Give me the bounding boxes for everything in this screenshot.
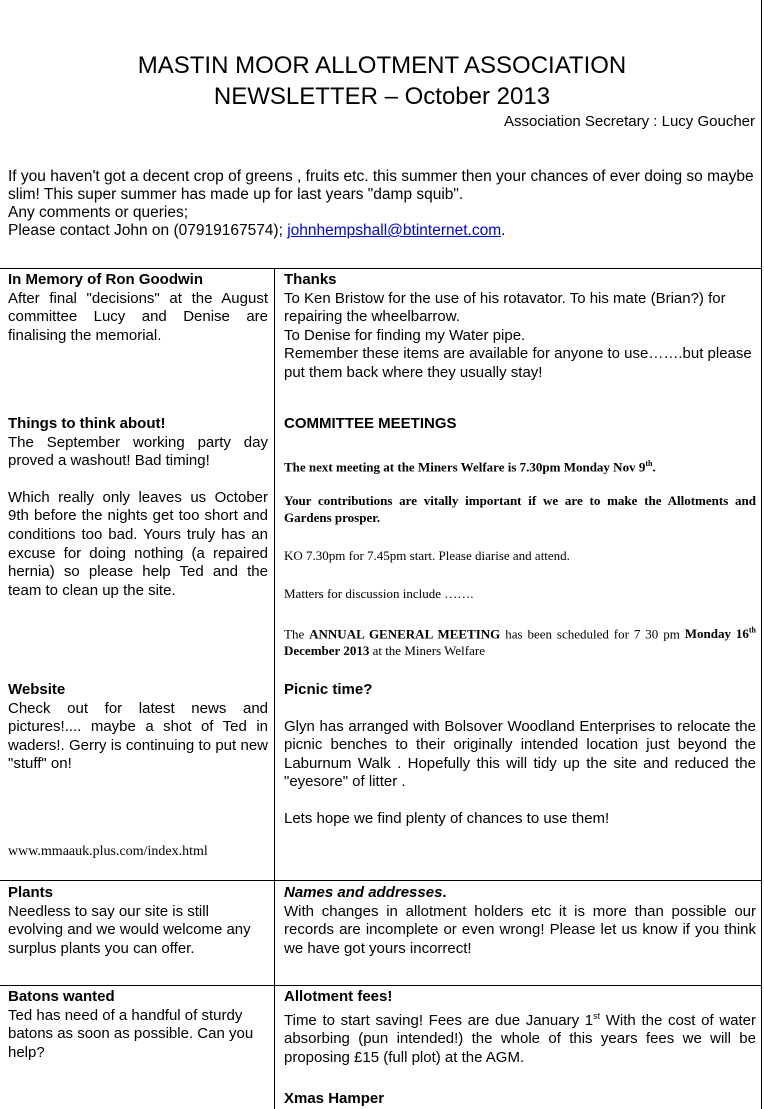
column-divider [274, 268, 275, 1109]
plants-body: Needless to say our site is still evolving and we would welcome any surplus plants you can offer. [8, 902, 251, 957]
agm-mid: has been scheduled for 7 30 pm [500, 626, 685, 642]
website-url[interactable]: www.mmaauk.plus.com/index.html [8, 844, 208, 859]
things-para2: Which really only leaves us October 9th before the nights get too short and conditions too bad. Yours truly has an excuse for doing nothing (a repaired hernia) so please help Ted and the team to clean up the site. [8, 488, 268, 599]
next-meeting-text: The next meeting at the Miners Welfare is 7.30pm Monday Nov 9 [284, 459, 646, 475]
next-meeting-sup: th [645, 459, 653, 468]
contributions: Your contributions are vitally important if we are to make the Allotments and Gardens prosper. [284, 493, 756, 525]
thanks-heading: Thanks [284, 271, 337, 288]
picnic-heading: Picnic time? [284, 681, 373, 698]
thanks-line3: Remember these items are available for anyone to use…….but please put them back where they usually stay! [284, 345, 752, 381]
contact-email-link[interactable]: johnhempshall@btinternet.com [287, 222, 502, 239]
row-rule-plants [0, 880, 762, 881]
table-top-rule [0, 268, 762, 269]
agm-title: ANNUAL GENERAL MEETING [309, 626, 501, 642]
next-meeting [284, 455, 756, 475]
contact-line [8, 222, 756, 240]
hamper-section [284, 1090, 756, 1109]
fees-body-pre: Time to start saving! Fees are due January 1 [284, 1011, 594, 1029]
batons-section [8, 988, 268, 1062]
picnic-closing: Lets hope we find plenty of chances to use them! [284, 809, 610, 827]
things-section [8, 415, 268, 600]
contact-suffix: . [501, 222, 506, 239]
memory-heading: In Memory of Ron Goodwin [8, 271, 203, 288]
agm-date-sup: th [748, 626, 757, 635]
picnic-body: Glyn has arranged with Bolsover Woodland Enterprises to relocate the picnic benches to their originally intended location just beyond the Laburnum Walk . Hopefully this will tidy up the site and reduced the "eyesore" of litter . [284, 717, 756, 791]
picnic-section [284, 681, 756, 829]
intro-section [8, 168, 756, 240]
contact-text: Please contact John on (07919167574); [8, 222, 288, 239]
names-section [284, 884, 756, 958]
website-section [8, 681, 268, 774]
matters-discussion: Matters for discussion include ……. [284, 586, 474, 601]
agm-date-day: Monday 16 [684, 626, 749, 642]
things-heading: Things to think about! [8, 415, 166, 432]
association-secretary: Association Secretary : Lucy Goucher [504, 113, 755, 130]
agm-end: at the Miners Welfare [369, 643, 485, 659]
plants-section [8, 884, 268, 958]
fees-heading: Allotment fees! [284, 988, 393, 1005]
website-heading: Website [8, 681, 66, 698]
memory-body: After final "decisions" at the August committee Lucy and Denise are finalising the memorial. [8, 289, 268, 344]
row-rule-batons [0, 985, 762, 986]
intro-paragraph: If you haven't got a decent crop of greens , fruits etc. this summer then your chances of ever doing so maybe slim! This super summer has made up for last years "damp squib". [8, 168, 754, 203]
hamper-heading: Xmas Hamper [284, 1090, 385, 1107]
names-heading-end: . [442, 884, 447, 901]
thanks-line2: To Denise for finding my Water pipe. [284, 326, 526, 344]
page-right-border [761, 0, 762, 1109]
committee-heading: COMMITTEE MEETINGS [284, 415, 457, 432]
fees-body [284, 1007, 756, 1068]
thanks-section [284, 271, 756, 383]
next-meeting-end: . [652, 459, 656, 475]
memory-section [8, 271, 268, 345]
newsletter-subtitle: NEWSLETTER – October 2013 [213, 83, 551, 110]
newsletter-title: MASTIN MOOR ALLOTMENT ASSOCIATION [137, 52, 627, 79]
website-body: Check out for latest news and pictures!.... maybe a shot of Ted in waders!. Gerry is continuing to put new "stuff" on! [8, 699, 268, 773]
fees-body-sup: st [593, 1010, 601, 1021]
agm-notice [284, 622, 756, 659]
plants-heading: Plants [8, 884, 54, 901]
intro-comments: Any comments or queries; [8, 204, 189, 221]
batons-body: Ted has need of a handful of sturdy batons as soon as possible. Can you help? [8, 1006, 254, 1061]
fees-section [284, 988, 756, 1067]
kickoff-time: KO 7.30pm for 7.45pm start. Please diarise and attend. [284, 548, 570, 563]
agm-pre: The [284, 626, 310, 642]
batons-heading: Batons wanted [8, 988, 115, 1005]
things-para1: The September working party day proved a washout! Bad timing! [8, 433, 268, 470]
thanks-line1: To Ken Bristow for the use of his rotavator. To his mate (Brian?) for repairing the wheelbarrow. [284, 289, 726, 326]
names-body: With changes in allotment holders etc it is more than possible our records are incomplete or even wrong! Please let us know if you think we have got yours incorrect! [284, 902, 756, 957]
names-heading-text: Names and addresses [284, 884, 443, 901]
agm-date-rest: December 2013 [284, 643, 370, 659]
committee-section [284, 415, 756, 434]
fees-body-post: With the cost of water absorbing (pun intended!) the whole of this years fees we will be proposing £15 (full plot) at the AGM. [284, 1011, 756, 1066]
names-heading [284, 884, 756, 903]
